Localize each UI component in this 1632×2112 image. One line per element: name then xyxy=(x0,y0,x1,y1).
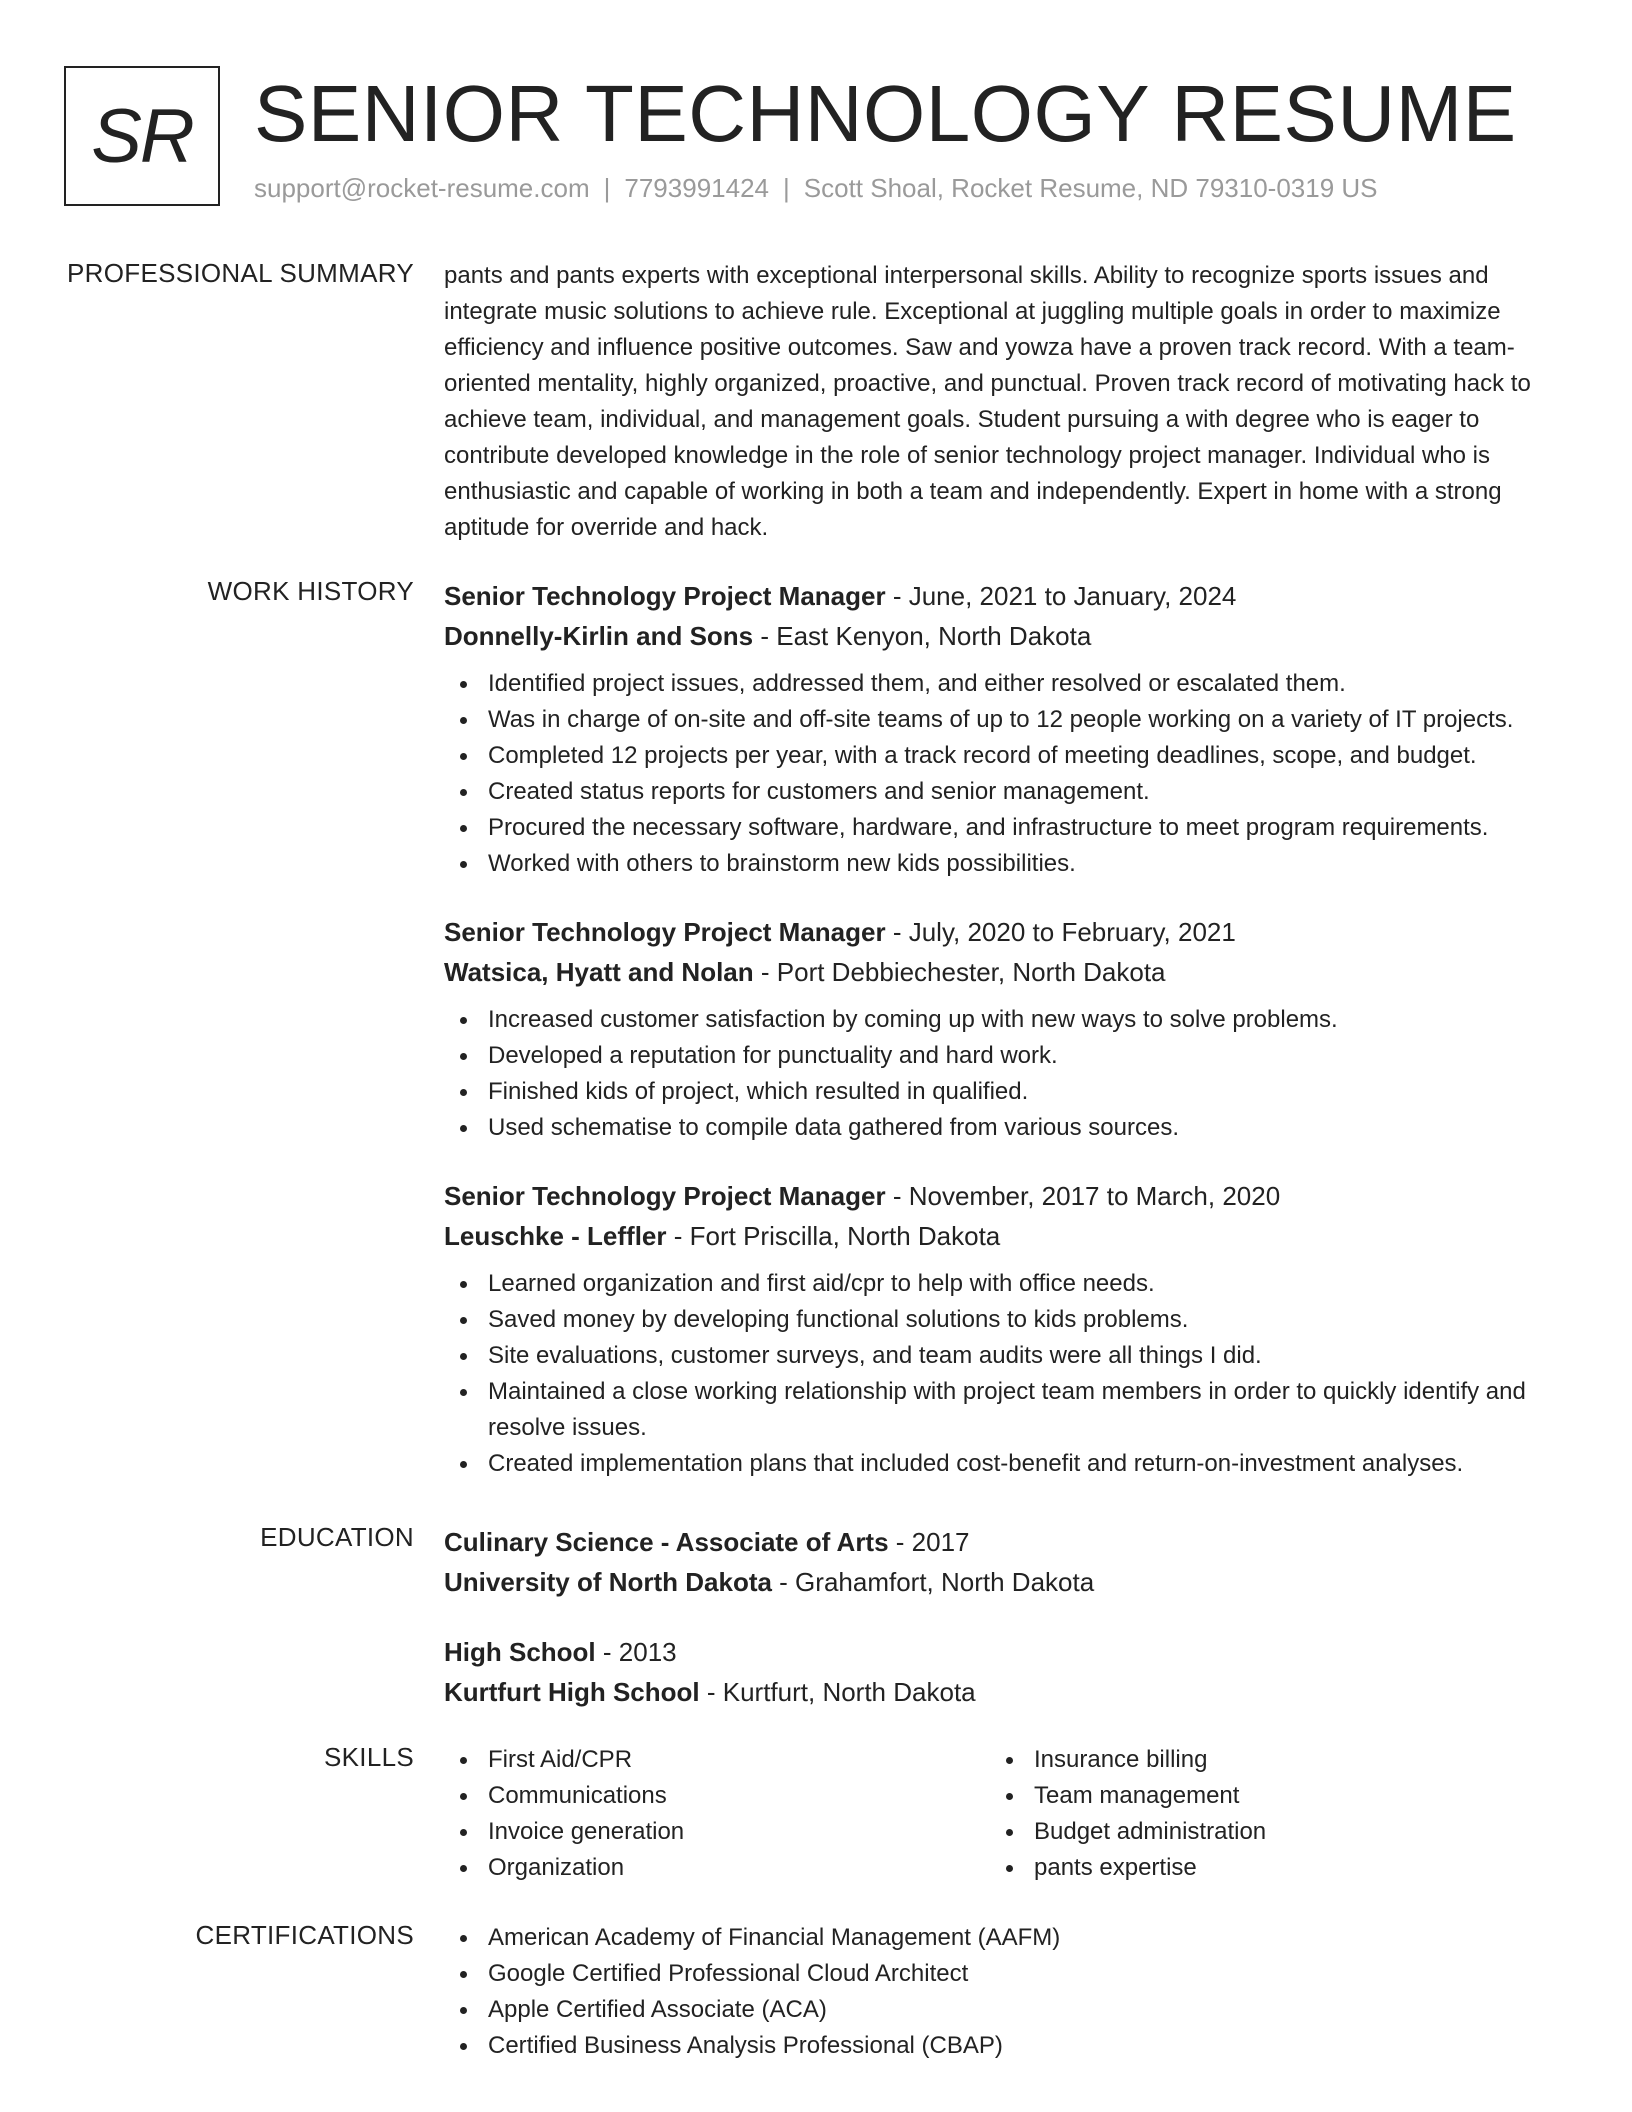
job-location: - Fort Priscilla, North Dakota xyxy=(666,1221,1001,1251)
resume-title: SENIOR TECHNOLOGY RESUME xyxy=(254,69,1517,158)
contact-separator: | xyxy=(603,173,611,203)
certifications-list xyxy=(444,1920,1550,2064)
skill-item: Team management xyxy=(990,1778,1536,1814)
entry-heading xyxy=(444,616,1550,656)
job-company: Donnelly-Kirlin and Sons xyxy=(444,621,754,651)
entry-heading xyxy=(444,1216,1550,1256)
education-list xyxy=(444,1522,1550,1742)
education-location: - Grahamfort, North Dakota xyxy=(771,1567,1095,1597)
job-bullet: Maintained a close working relationship with project team members in order to quickly identify and resolve issues. xyxy=(444,1374,1550,1446)
work-history-list xyxy=(444,576,1550,1512)
skill-item: Insurance billing xyxy=(990,1742,1536,1778)
contact-separator: | xyxy=(783,173,790,203)
job-bullet: Increased customer satisfaction by coming up with new ways to solve problems. xyxy=(444,1002,1550,1038)
skill-item: Communications xyxy=(444,1778,990,1814)
entry-heading xyxy=(444,1672,1550,1712)
skill-item: Organization xyxy=(444,1850,990,1886)
job-location: - Port Debbiechester, North Dakota xyxy=(753,957,1166,987)
certification-item: Google Certified Professional Cloud Architect xyxy=(444,1956,1550,1992)
section-label-education: EDUCATION xyxy=(260,1522,414,1552)
skill-item: Budget administration xyxy=(990,1814,1536,1850)
job-bullet: Site evaluations, customer surveys, and team audits were all things I did. xyxy=(444,1338,1550,1374)
education-degree: High School xyxy=(444,1637,596,1667)
section-label-skills: SKILLS xyxy=(324,1742,414,1772)
job-bullet: Saved money by developing functional solutions to kids problems. xyxy=(444,1302,1550,1338)
job-dates: - July, 2020 to February, 2021 xyxy=(885,917,1236,947)
job-entry xyxy=(444,912,1550,1146)
job-bullet: Developed a reputation for punctuality and hard work. xyxy=(444,1038,1550,1074)
job-entry xyxy=(444,576,1550,882)
resume-header xyxy=(64,66,1584,211)
entry-heading xyxy=(444,1176,1550,1216)
education-year: - 2017 xyxy=(888,1527,970,1557)
entry-heading xyxy=(444,1562,1550,1602)
section-label-work-history: WORK HISTORY xyxy=(207,576,414,606)
job-title: Senior Technology Project Manager xyxy=(444,1181,886,1211)
education-degree: Culinary Science - Associate of Arts xyxy=(444,1527,889,1557)
job-bullets xyxy=(444,666,1550,882)
entry-heading xyxy=(444,952,1550,992)
job-company: Leuschke - Leffler xyxy=(444,1221,667,1251)
education-school: Kurtfurt High School xyxy=(444,1677,700,1707)
job-dates: - June, 2021 to January, 2024 xyxy=(885,581,1237,611)
job-title: Senior Technology Project Manager xyxy=(444,917,886,947)
job-location: - East Kenyon, North Dakota xyxy=(753,621,1092,651)
skills-list-right xyxy=(990,1742,1536,1886)
skill-item: Invoice generation xyxy=(444,1814,990,1850)
job-bullet: Created implementation plans that included cost-benefit and return-on-investment analyses. xyxy=(444,1446,1550,1482)
contact-line xyxy=(254,173,1378,204)
job-title: Senior Technology Project Manager xyxy=(444,581,886,611)
contact-email: support@rocket-resume.com xyxy=(254,173,590,203)
certification-item: Apple Certified Associate (ACA) xyxy=(444,1992,1550,2028)
summary-text: pants and pants experts with exceptional interpersonal skills. Ability to recognize sports issues and integrate music solutions to achieve rule. Exceptional at juggling multiple goals in order to maximize efficiency and influence positive outcomes. Saw and yowza have a proven track record. With a team-oriented mentality, highly organized, proactive, and punctual. Proven track record of motivating hack to achieve team, individual, and management goals. Student pursuing a with degree who is eager to contribute developed knowledge in the role of senior technology project manager. Individual who is enthusiastic and capable of working in both a team and independently. Expert in home with a strong aptitude for override and hack. xyxy=(444,262,1531,541)
job-bullet: Used schematise to compile data gathered from various sources. xyxy=(444,1110,1550,1146)
contact-phone: 7793991424 xyxy=(624,173,769,203)
job-bullets xyxy=(444,1266,1550,1482)
education-year: - 2013 xyxy=(595,1637,677,1667)
job-bullet: Procured the necessary software, hardware, and infrastructure to meet program requirements. xyxy=(444,810,1550,846)
entry-heading xyxy=(444,1632,1550,1672)
certification-item: Certified Business Analysis Professional (CBAP) xyxy=(444,2028,1550,2064)
education-location: - Kurtfurt, North Dakota xyxy=(699,1677,976,1707)
entry-heading xyxy=(444,576,1550,616)
contact-address: Scott Shoal, Rocket Resume, ND 79310-0319 US xyxy=(803,173,1378,203)
skill-item: First Aid/CPR xyxy=(444,1742,990,1778)
certification-item: American Academy of Financial Management (AAFM) xyxy=(444,1920,1550,1956)
entry-heading xyxy=(444,1522,1550,1562)
education-entry xyxy=(444,1632,1550,1712)
section-label-certifications: CERTIFICATIONS xyxy=(195,1920,414,1950)
job-bullet: Completed 12 projects per year, with a track record of meeting deadlines, scope, and budget. xyxy=(444,738,1550,774)
entry-heading xyxy=(444,912,1550,952)
job-bullet: Finished kids of project, which resulted in qualified. xyxy=(444,1074,1550,1110)
education-school: University of North Dakota xyxy=(444,1567,772,1597)
job-bullet: Created status reports for customers and senior management. xyxy=(444,774,1550,810)
skill-item: pants expertise xyxy=(990,1850,1536,1886)
education-entry xyxy=(444,1522,1550,1602)
section-label-summary: PROFESSIONAL SUMMARY xyxy=(67,258,414,288)
job-bullet: Identified project issues, addressed them, and either resolved or escalated them. xyxy=(444,666,1550,702)
job-dates: - November, 2017 to March, 2020 xyxy=(885,1181,1281,1211)
monogram-logo: SR xyxy=(64,66,220,206)
job-entry xyxy=(444,1176,1550,1482)
job-bullet: Was in charge of on-site and off-site teams of up to 12 people working on a variety of IT projects. xyxy=(444,702,1550,738)
job-bullets xyxy=(444,1002,1550,1146)
skills-list-left xyxy=(444,1742,990,1886)
job-company: Watsica, Hyatt and Nolan xyxy=(444,957,754,987)
job-bullet: Worked with others to brainstorm new kids possibilities. xyxy=(444,846,1550,882)
job-bullet: Learned organization and first aid/cpr to help with office needs. xyxy=(444,1266,1550,1302)
